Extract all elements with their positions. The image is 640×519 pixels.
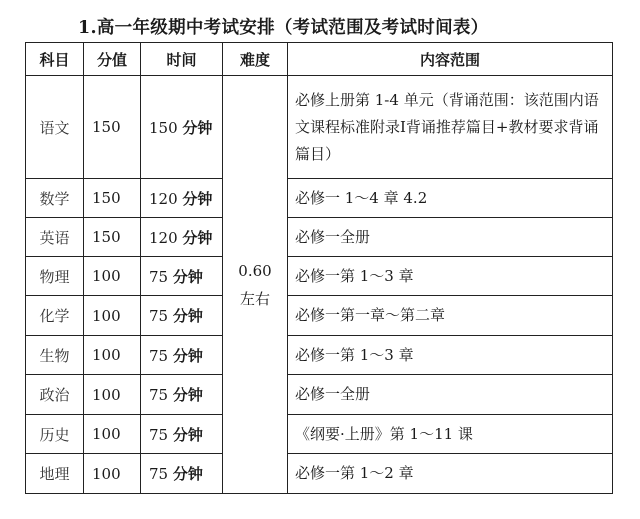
table-row <box>26 218 613 257</box>
content-cell: 必修一全册 <box>288 218 613 257</box>
time-unit: 分钟 <box>172 307 203 325</box>
subject-cell: 生物 <box>26 336 84 375</box>
time-value: 75 <box>149 386 169 404</box>
time-value: 120 <box>149 189 178 208</box>
content-cell: 《纲要·上册》第 1～11 课 <box>288 415 613 454</box>
difficulty-cell <box>223 76 288 494</box>
content-cell: 必修上册第 1-4 单元（背诵范围：该范围内语文课程标准附录Ⅰ背诵推荐篇目+教材要求背诵篇目） <box>288 76 613 179</box>
time-value: 75 <box>149 307 169 325</box>
page-title: 1.高一年级期中考试安排（考试范围及考试时间表） <box>78 18 489 38</box>
content-cell: 必修一第 1～2 章 <box>288 454 613 494</box>
time-value: 75 <box>149 346 169 365</box>
exam-schedule-table <box>25 42 613 494</box>
score-cell: 100 <box>84 375 141 415</box>
time-unit: 分钟 <box>172 346 203 365</box>
time-cell <box>141 415 223 454</box>
table-row <box>26 296 613 336</box>
content-cell: 必修一第 1～3 章 <box>288 257 613 296</box>
subject-cell: 数学 <box>26 179 84 218</box>
subject-cell: 物理 <box>26 257 84 296</box>
header-time: 时间 <box>141 43 223 76</box>
score-cell: 100 <box>84 336 141 375</box>
time-cell <box>141 218 223 257</box>
table-header-row <box>26 43 613 76</box>
subject-cell: 政治 <box>26 375 84 415</box>
content-cell: 必修一第一章～第二章 <box>288 296 613 336</box>
table-row <box>26 454 613 494</box>
content-cell: 必修一全册 <box>288 375 613 415</box>
time-cell <box>141 454 223 494</box>
time-cell <box>141 257 223 296</box>
score-cell: 150 <box>84 179 141 218</box>
content-cell: 必修一第 1～3 章 <box>288 336 613 375</box>
subject-cell: 历史 <box>26 415 84 454</box>
score-cell: 100 <box>84 454 141 494</box>
time-value: 75 <box>149 267 169 286</box>
subject-cell: 化学 <box>26 296 84 336</box>
score-cell: 100 <box>84 415 141 454</box>
content-cell: 必修一 1～4 章 4.2 <box>288 179 613 218</box>
score-cell: 100 <box>84 257 141 296</box>
score-cell: 150 <box>84 218 141 257</box>
header-score: 分值 <box>84 43 141 76</box>
table-row <box>26 76 613 179</box>
header-difficulty: 难度 <box>223 43 288 76</box>
score-cell: 150 <box>84 76 141 179</box>
time-value: 120 <box>149 228 178 247</box>
time-unit: 分钟 <box>182 228 213 247</box>
difficulty-suffix: 左右 <box>239 289 270 308</box>
time-value: 150 <box>149 118 178 137</box>
time-unit: 分钟 <box>182 118 213 137</box>
table-row <box>26 375 613 415</box>
time-unit: 分钟 <box>172 267 203 286</box>
header-subject: 科目 <box>26 43 84 76</box>
time-value: 75 <box>149 425 169 444</box>
time-unit: 分钟 <box>172 425 203 444</box>
time-unit: 分钟 <box>172 386 203 404</box>
subject-cell: 地理 <box>26 454 84 494</box>
difficulty-value: 0.60 <box>238 261 272 280</box>
time-cell <box>141 375 223 415</box>
subject-cell: 英语 <box>26 218 84 257</box>
time-value: 75 <box>149 465 169 483</box>
time-cell <box>141 296 223 336</box>
table-row <box>26 179 613 218</box>
table-row <box>26 415 613 454</box>
time-cell <box>141 76 223 179</box>
time-unit: 分钟 <box>182 189 213 208</box>
header-content: 内容范围 <box>288 43 613 76</box>
table-row <box>26 336 613 375</box>
time-cell <box>141 336 223 375</box>
subject-cell: 语文 <box>26 76 84 179</box>
time-unit: 分钟 <box>172 465 203 483</box>
time-cell <box>141 179 223 218</box>
table-row <box>26 257 613 296</box>
score-cell: 100 <box>84 296 141 336</box>
